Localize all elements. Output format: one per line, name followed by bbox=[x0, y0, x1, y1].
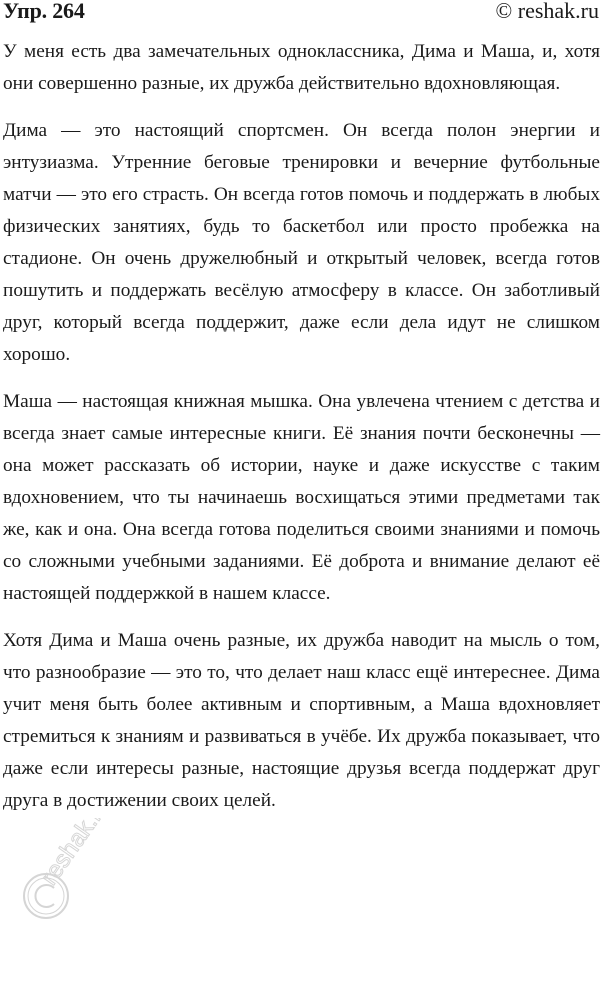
paragraph-dima: Дима — это настоящий спортсмен. Он всегда полон энергии и энтузиазма. Утренние беговые тренировки и вечерние футбольные матчи — это его страсть. Он всегда готов помочь и поддержать в любых физических занятиях, будь то баскетбол или просто пробежка на стадионе. Он очень дружелюбный и открытый человек, всегда готов пошутить и поддержать весёлую атмосферу в классе. Он заботливый друг, который всегда поддержит, даже если дела идут не слишком хорошо. bbox=[3, 120, 600, 365]
watermark bbox=[18, 818, 128, 928]
site-credit: © reshak.ru bbox=[495, 0, 599, 23]
svg-text:reshak.ru: reshak.ru bbox=[35, 818, 116, 891]
essay-text bbox=[3, 36, 600, 832]
exercise-title: Упр. 264 bbox=[3, 0, 85, 23]
paragraph-intro: У меня есть два замечательных одноклассника, Дима и Маша, и, хотя они совершенно разные, их дружба действительно вдохновляющая. bbox=[3, 41, 600, 94]
paragraph-conclusion: Хотя Дима и Маша очень разные, их дружба наводит на мысль о том, что разнообразие — это то, что делает наш класс ещё интереснее. Дима учит меня быть более активным и спортивным, а Маша вдохновляет стремиться к знаниям и развиваться в учёбе. Их дружба показывает, что даже если интересы разные, настоящие друзья всегда поддержат друг друга в достижении своих целей. bbox=[3, 630, 600, 811]
paragraph-masha: Маша — настоящая книжная мышка. Она увлечена чтением с детства и всегда знает самые интересные книги. Её знания почти бесконечны — она может рассказать об истории, науке и даже искусстве с таким вдохновением, что ты начинаешь восхищаться этими предметами так же, как и она. Она всегда готова поделиться своими знаниями и помочь со сложными учебными заданиями. Её доброта и внимание делают её настоящей поддержкой в нашем классе. bbox=[3, 391, 600, 604]
page-header bbox=[0, 0, 603, 30]
copyright-icon bbox=[18, 818, 128, 928]
